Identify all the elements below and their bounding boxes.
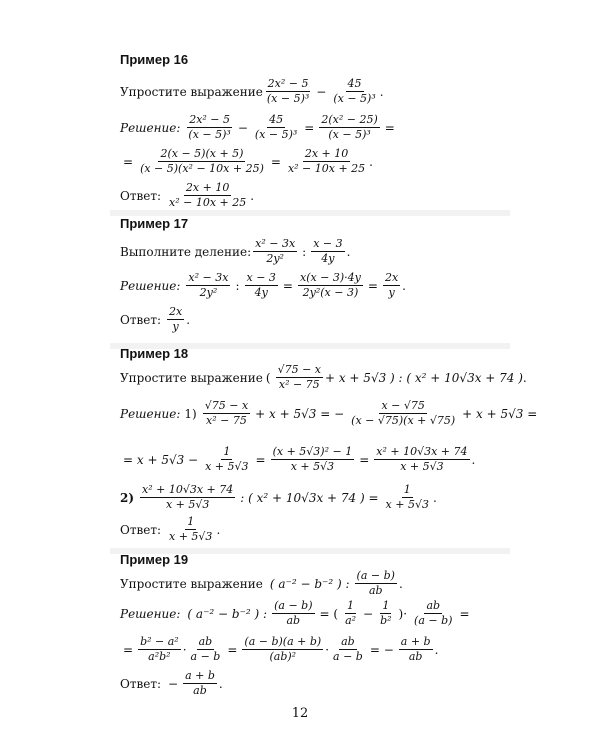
example-19-solution-line-1: Решение: ( a⁻² − b⁻² ) : $\frac{(a - b)}{ab}$ = ( $\frac{1}{\text{a²}}$ − $\frac{1}{\text{b²}}$ )· $\frac{ab}{(a - b)}$ = [120, 599, 470, 627]
example-16-solution-line-1: Решение: $\frac{\text{2x² − 5}}{\text{(x − 5)³}}$ − $\frac{45}{\text{(x − 5)³}}$ = $\frac{\text{2(x² − 25)}}{\text{(x − 5)³}}$ = [120, 113, 395, 141]
example-18-solution-line-1: Решение: 1) $\frac{√75 - x}{\text{x² − 75}}$ + x + 5√3 = − $\frac{x - √75}{(x - √75)(x + √75)}$ + x + 5√3 = [120, 399, 538, 427]
example-19-title: Пример 19 [120, 552, 189, 567]
page-number: 12 [291, 706, 309, 721]
example-19-answer: Ответ: − $\frac{a + b}{ab}$ . [120, 669, 223, 697]
example-17-solution: Решение: $\frac{\text{x² − 3x}}{\text{2y²}}$ : $\frac{x - 3}{4y}$ = $\frac{x(x - 3)\cdot 4y}{\text{2y²(x − 3)}}$ = $\frac{2x}{y}$ . [120, 271, 406, 299]
example-18-answer: Ответ: $\frac{1}{x + 5√3}$ . [120, 515, 221, 543]
example-18-title: Пример 18 [120, 346, 189, 361]
example-18-task: Упростите выражение ( $\frac{√75 - x}{\text{x² − 75}}$ + x + 5√3 ) : ( x² + 10√3x + 74 ) . [120, 363, 527, 391]
example-17-answer: Ответ: $\frac{2x}{y}$ . [120, 305, 191, 333]
example-16-task: Упростите выражение $\frac{\text{2x² − 5}}{\text{(x − 5)³}}$ − $\frac{45}{\text{(x − 5)³}}$ . [120, 77, 384, 105]
example-18-solution-line-2: = x + 5√3 − $\frac{1}{x + 5√3}$ = $\frac{\text{(x + 5√3)² − 1}}{x + 5√3}$ = $\frac{\text{x² + 10√3x + 74}}{x + 5√3}$ . [123, 445, 476, 473]
example-17-task: Выполните деление: $\frac{\text{x² − 3x}}{\text{2y²}}$ : $\frac{x - 3}{4y}$ . [120, 237, 351, 265]
example-16-answer: Ответ: $\frac{2x + 10}{\text{x² − 10x + 25}}$ . [120, 181, 255, 209]
example-19-task: Упростите выражение ( a⁻² − b⁻² ) : $\frac{(a - b)}{ab}$ . [120, 569, 403, 597]
example-17-title: Пример 17 [120, 216, 189, 231]
example-18-solution-line-3: 2) $\frac{\text{x² + 10√3x + 74}}{x + 5√3}$ : ( x² + 10√3x + 74 ) = $\frac{1}{x + 5√3}$ . [120, 483, 437, 511]
example-16-solution-line-2: = $\frac{2(x - 5)(x + 5)}{\text{(x − 5)(x² − 10x + 25)}}$ = $\frac{2x + 10}{\text{x² − 10x + 25}}$ . [123, 147, 373, 175]
example-19-solution-line-2: = $\frac{\text{b² − a²}}{\text{a²b²}}$ · $\frac{ab}{a - b}$ = $\frac{(a - b)(a + b)}{\text{(ab)²}}$ · $\frac{ab}{a - b}$ = − $\frac{a + b}{ab}$ . [123, 635, 439, 663]
example-16-title: Пример 16 [120, 52, 189, 67]
